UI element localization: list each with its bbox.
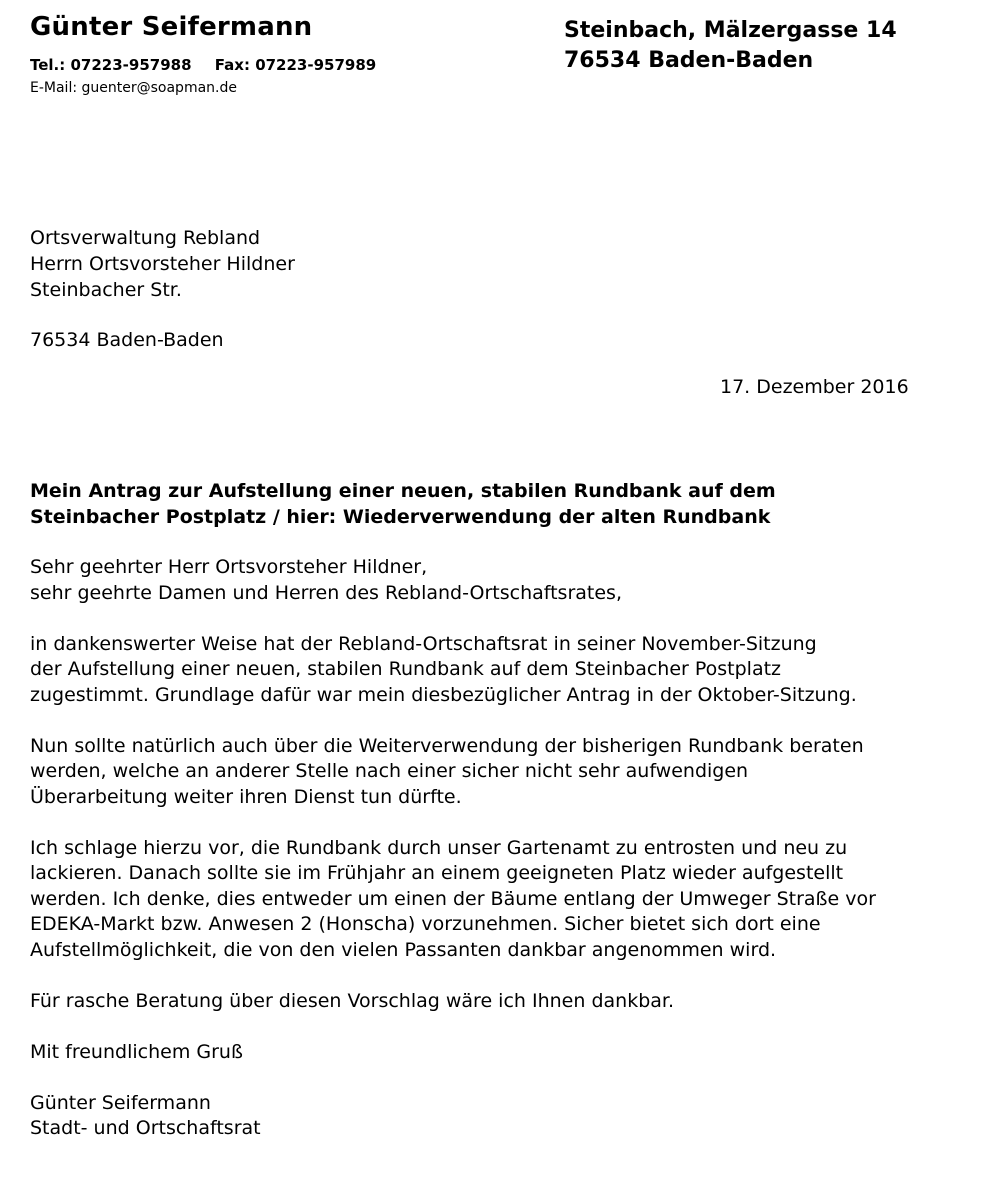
recipient-city: 76534 Baden-Baden (30, 329, 224, 351)
paragraph-line: Aufstellmöglichkeit, die von den vielen Passanten dankbar angenommen wird. (30, 938, 777, 961)
paragraph-line: Ich schlage hierzu vor, die Rundbank durch unser Gartenamt zu entrosten und neu zu (30, 836, 848, 859)
subject-line: Mein Antrag zur Aufstellung einer neuen, stabilen Rundbank auf dem (30, 480, 776, 502)
paragraph-line: Nun sollte natürlich auch über die Weiterverwendung der bisherigen Rundbank beraten (30, 734, 864, 757)
paragraph-line: werden. Ich denke, dies entweder um einen der Bäume entlang der Umweger Straße vor (30, 887, 876, 910)
sender-email (30, 80, 237, 96)
tel-label: Tel.: (30, 56, 66, 74)
salutation-line: sehr geehrte Damen und Herren des Rebland-Ortschaftsrates, (30, 581, 622, 604)
sender-address-street: Steinbach, Mälzergasse 14 (564, 18, 897, 43)
recipient-line: Herrn Ortsvorsteher Hildner (30, 253, 295, 275)
paragraph-line: zugestimmt. Grundlage dafür war mein diesbezüglicher Antrag in der Oktober-Sitzung. (30, 683, 857, 706)
paragraph-line: Für rasche Beratung über diesen Vorschlag wäre ich Ihnen dankbar. (30, 989, 675, 1012)
recipient-address (30, 225, 295, 353)
email-address: guenter@soapman.de (81, 80, 237, 96)
tel-number: 07223-957988 (70, 56, 192, 74)
signature-name: Günter Seifermann (30, 1091, 211, 1114)
salutation-line: Sehr geehrter Herr Ortsvorsteher Hildner, (30, 556, 428, 578)
closing-line: Mit freundlichem Gruß (30, 1040, 243, 1063)
recipient-line: Steinbacher Str. (30, 279, 182, 301)
fax-label: Fax: (214, 56, 250, 74)
sender-address-city: 76534 Baden-Baden (564, 48, 814, 73)
letter-subject (30, 478, 776, 530)
email-label: E-Mail: (30, 80, 78, 96)
paragraph-line: in dankenswerter Weise hat der Rebland-Ortschaftsrat in seiner November-Sitzung (30, 632, 817, 655)
paragraph-line: EDEKA-Markt bzw. Anwesen 2 (Honscha) vorzunehmen. Sicher bietet sich dort eine (30, 913, 821, 935)
fax-number: 07223-957989 (255, 56, 377, 74)
sender-contact (30, 56, 376, 74)
recipient-line: Ortsverwaltung Rebland (30, 227, 261, 249)
paragraph-line: Überarbeitung weiter ihren Dienst tun dürfte. (30, 785, 462, 808)
paragraph-line: werden, welche an anderer Stelle nach einer sicher nicht sehr aufwendigen (30, 760, 749, 782)
sender-name: Günter Seifermann (30, 12, 313, 42)
paragraph-line: lackieren. Danach sollte sie im Frühjahr an einem geeigneten Platz wieder aufgestellt (30, 862, 844, 884)
paragraph-line: der Aufstellung einer neuen, stabilen Rundbank auf dem Steinbacher Postplatz (30, 658, 782, 680)
subject-line: Steinbacher Postplatz / hier: Wiederverwendung der alten Rundbank (30, 506, 771, 528)
letter-body (30, 555, 876, 1142)
letter-date: 17. Dezember 2016 (720, 376, 909, 398)
signature-title: Stadt- und Ortschaftsrat (30, 1117, 261, 1139)
